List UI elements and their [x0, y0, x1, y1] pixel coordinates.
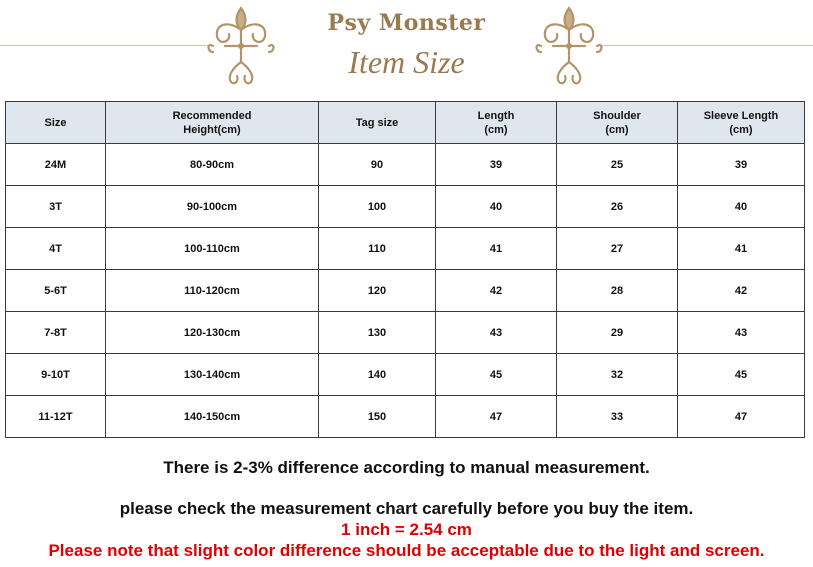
table-cell: 45 [678, 354, 805, 396]
table-cell: 32 [557, 354, 678, 396]
table-row [6, 396, 805, 438]
table-cell: 11-12T [6, 396, 106, 438]
table-row [6, 228, 805, 270]
table-cell: 4T [6, 228, 106, 270]
table-cell: 110 [319, 228, 436, 270]
check-chart-note: please check the measurement chart carefully before you buy the item. [119, 499, 694, 518]
table-cell: 47 [436, 396, 557, 438]
table-row [6, 270, 805, 312]
column-header-tag-size: Tag size [319, 102, 436, 144]
table-cell: 130 [319, 312, 436, 354]
table-cell: 41 [436, 228, 557, 270]
table-cell: 43 [678, 312, 805, 354]
table-cell: 130-140cm [106, 354, 319, 396]
table-row [6, 354, 805, 396]
table-cell: 7-8T [6, 312, 106, 354]
table-cell: 39 [678, 144, 805, 186]
table-cell: 100-110cm [106, 228, 319, 270]
table-cell: 42 [678, 270, 805, 312]
column-header-size: Size [6, 102, 106, 144]
table-cell: 110-120cm [106, 270, 319, 312]
table-cell: 24M [6, 144, 106, 186]
table-cell: 41 [678, 228, 805, 270]
table-row [6, 312, 805, 354]
table-cell: 33 [557, 396, 678, 438]
color-difference-note: Please note that slight color difference should be acceptable due to the light and screen. [48, 541, 765, 560]
column-header-sleeve-length: Sleeve Length (cm) [678, 102, 805, 144]
table-row [6, 144, 805, 186]
table-cell: 39 [436, 144, 557, 186]
table-cell: 28 [557, 270, 678, 312]
table-cell: 100 [319, 186, 436, 228]
table-cell: 90 [319, 144, 436, 186]
table-cell: 120 [319, 270, 436, 312]
table-cell: 140-150cm [106, 396, 319, 438]
column-header-shoulder: Shoulder (cm) [557, 102, 678, 144]
table-header-row [6, 102, 805, 144]
measurement-difference-note: There is 2-3% difference according to manual measurement. [163, 458, 650, 477]
column-header-length: Length (cm) [436, 102, 557, 144]
size-chart-table [5, 101, 805, 438]
table-cell: 140 [319, 354, 436, 396]
brand-title: Psy Monster [327, 10, 486, 36]
table-cell: 47 [678, 396, 805, 438]
table-cell: 90-100cm [106, 186, 319, 228]
table-cell: 29 [557, 312, 678, 354]
table-row [6, 186, 805, 228]
table-cell: 26 [557, 186, 678, 228]
table-cell: 45 [436, 354, 557, 396]
page-subtitle: Item Size [348, 44, 465, 80]
table-cell: 9-10T [6, 354, 106, 396]
table-cell: 3T [6, 186, 106, 228]
table-cell: 120-130cm [106, 312, 319, 354]
table-cell: 27 [557, 228, 678, 270]
table-cell: 40 [436, 186, 557, 228]
table-cell: 150 [319, 396, 436, 438]
column-header-recommended-height: Recommended Height(cm) [106, 102, 319, 144]
inch-conversion-note: 1 inch = 2.54 cm [341, 520, 472, 539]
table-cell: 5-6T [6, 270, 106, 312]
table-cell: 40 [678, 186, 805, 228]
table-cell: 80-90cm [106, 144, 319, 186]
table-cell: 42 [436, 270, 557, 312]
table-cell: 43 [436, 312, 557, 354]
table-cell: 25 [557, 144, 678, 186]
